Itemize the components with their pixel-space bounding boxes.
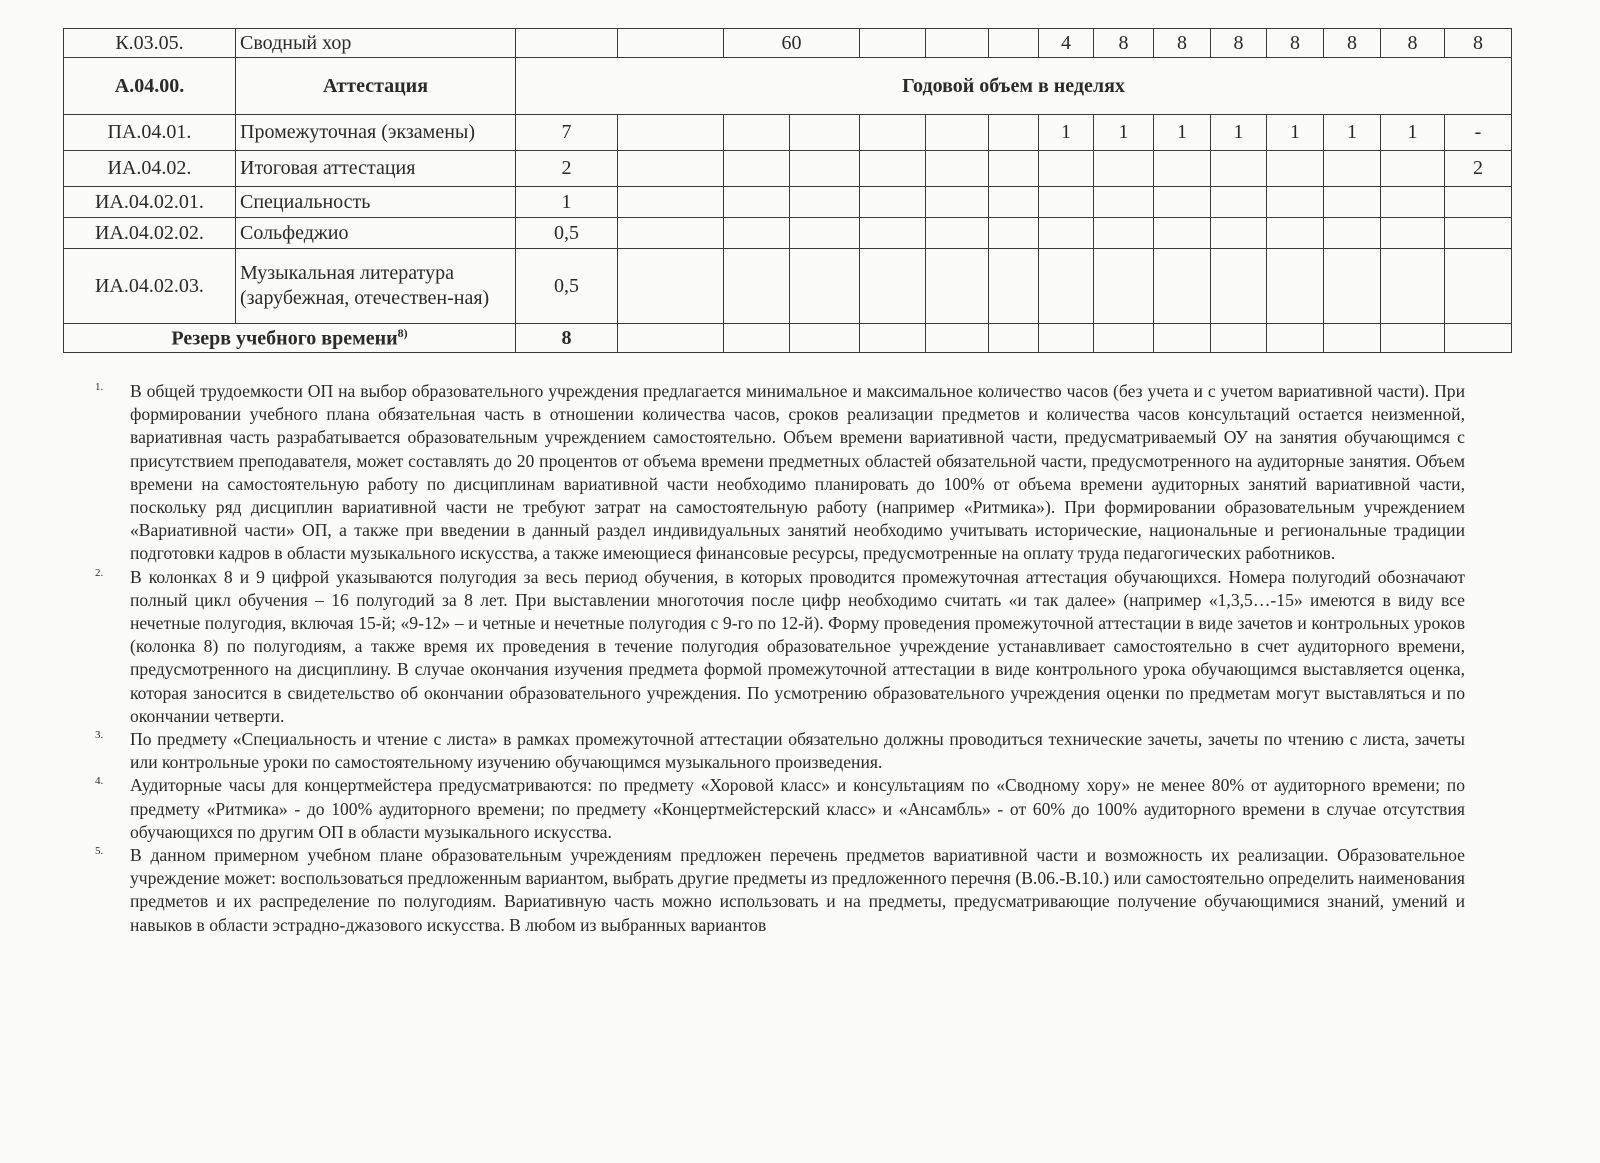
reserve-value: 8 — [516, 324, 618, 353]
week-cell: 8 — [1154, 29, 1211, 58]
row-value: 2 — [516, 151, 618, 187]
row-code: К.03.05. — [64, 29, 236, 58]
week-cell: 1 — [1381, 115, 1445, 151]
table-row — [64, 218, 1512, 249]
row-code: ИА.04.02.03. — [64, 249, 236, 324]
footnote-mark: 3. — [95, 729, 104, 742]
reserve-label: Резерв учебного времени — [171, 327, 398, 350]
table-row — [64, 249, 1512, 324]
section-name: Аттестация — [236, 58, 516, 115]
row-code: ИА.04.02.02. — [64, 218, 236, 249]
week-cell: 1 — [1039, 115, 1094, 151]
row-name: Специальность — [236, 187, 516, 218]
footnote-mark: 2. — [95, 566, 104, 579]
row-name: Итоговая аттестация — [236, 151, 516, 187]
week-cell: 1 — [1154, 115, 1211, 151]
table-row — [64, 151, 1512, 187]
footnote — [95, 844, 1465, 937]
week-cell: 8 — [1094, 29, 1154, 58]
week-cell: 8 — [1381, 29, 1445, 58]
footnote — [95, 774, 1465, 844]
row-value: 0,5 — [516, 218, 618, 249]
table-row — [64, 115, 1512, 151]
footnote-mark: 1. — [95, 381, 104, 393]
reserve-row — [64, 324, 1512, 353]
row-name: Сводный хор — [236, 29, 516, 58]
week-cell: 4 — [1039, 29, 1094, 58]
week-cell: 8 — [1324, 29, 1381, 58]
row-code: ПА.04.01. — [64, 115, 236, 151]
reserve-footnote: 8) — [397, 325, 408, 340]
week-cell: 8 — [1267, 29, 1324, 58]
week-cell: 1 — [1211, 115, 1267, 151]
footnote — [95, 380, 1465, 566]
week-cell: 2 — [1445, 151, 1512, 187]
week-cell: 1 — [1324, 115, 1381, 151]
row-hours: 60 — [724, 29, 860, 58]
row-value: 7 — [516, 115, 618, 151]
footnote — [95, 728, 1465, 774]
footnote-mark: 5. — [95, 845, 104, 858]
week-cell: 1 — [1267, 115, 1324, 151]
footnote-text: В колонках 8 и 9 цифрой указываются полугодия за весь период обучения, в которых проводится промежуточная аттестация обучающихся. Номера полугодий обозначают полный цикл обучения – 16 полугодий за 8 лет. При выставлении многоточия после цифр необходимо считать «и так далее» (например «1,3,5…-15» имеются в виду все нечетные полугодия, включая 15-й; «9-12» – и четные и нечетные полугодия с 9-го по 12-й). Форму проведения промежуточной аттестации в виде зачетов и контрольных уроков (колонка 8) по полугодиям, а также время их проведения в течение полугодия образовательное учреждение устанавливает самостоятельно в счет аудиторного времени, предусмотренного на дисциплину. В случае окончания изучения предмета формой промежуточной аттестации в виде контрольного урока обучающимся выставляется оценка, которая заносится в свидетельство об окончании образовательного учреждения. По усмотрению образовательного учреждения оценки по предметам могут выставляться и по окончании четверти. — [130, 566, 1465, 726]
footnote — [95, 566, 1465, 728]
row-name: Музыкальная литература (зарубежная, отечествен-ная) — [236, 249, 516, 324]
footnote-text: В данном примерном учебном плане образовательным учреждениям предложен перечень предметов вариативной части и возможность их реализации. Образовательное учреждение может: воспользоваться предложенным вариантом, выбрать другие предметы из предложенного перечня (В.06.-В.10.) или самостоятельно определить наименования предметов и их распределение по полугодиям. Вариативную часть можно использовать и на предметы, предусматривающие получение обучающимися знаний, умений и навыков в области эстрадно-джазового искусства. В любом из выбранных вариантов — [130, 845, 1465, 935]
footnote-text: Аудиторные часы для концертмейстера предусматриваются: по предмету «Хоровой класс» и консультациям по «Сводному хору» не менее 80% от аудиторного времени; по предмету «Ритмика» - до 100% аудиторного времени; по предмету «Концертмейстерский класс» и «Ансамбль» - от 60% до 100% аудиторного времени в случае отсутствия обучающихся по другим ОП в области музыкального искусства. — [130, 775, 1465, 842]
footnote-text: По предмету «Специальность и чтение с листа» в рамках промежуточной аттестации обязательно должны проводиться технические зачеты, зачеты по чтению с листа, зачеты или контрольные уроки по самостоятельному изучению обучающимся музыкального произведения. — [130, 729, 1465, 773]
table-row — [64, 29, 1512, 58]
curriculum-table — [63, 28, 1512, 353]
week-cell: 8 — [1211, 29, 1267, 58]
week-cell: 8 — [1445, 29, 1512, 58]
footnote-mark: 4. — [95, 775, 104, 788]
reserve-label-cell — [64, 324, 516, 353]
row-name: Сольфеджио — [236, 218, 516, 249]
row-code: ИА.04.02.01. — [64, 187, 236, 218]
row-value: 1 — [516, 187, 618, 218]
footnote-text: В общей трудоемкости ОП на выбор образовательного учреждения предлагается минимальное и максимальное количество часов (без учета и с учетом вариативной части). При формировании учебного плана обязательная часть в отношении количества часов, сроков реализации предметов и количества часов консультаций остается неизменной, вариативная часть разрабатывается образовательным учреждением самостоятельно. Объем времени вариативной части, предусматриваемый ОУ на занятия обучающимся с присутствием преподавателя, может составлять до 20 процентов от объема времени предметных областей обязательной части, предусмотренного на аудиторные занятия. Объем времени на самостоятельную работу по дисциплинам вариативной части необходимо планировать до 100% от объема времени аудиторных занятий вариативной части, поскольку ряд дисциплин вариативной части не требуют затрат на самостоятельную работу (например «Ритмика»). При формировании образовательным учреждением «Вариативной части» ОП, а также при введении в данный раздел индивидуальных занятий необходимо учитывать исторические, национальные и региональные традиции подготовки кадров в области музыкального искусства, а также имеющиеся финансовые ресурсы, предусмотренные на оплату труда педагогических работников. — [130, 381, 1465, 564]
row-code: ИА.04.02. — [64, 151, 236, 187]
footnotes — [95, 380, 1465, 937]
row-name: Промежуточная (экзамены) — [236, 115, 516, 151]
section-row — [64, 58, 1512, 115]
table-row — [64, 187, 1512, 218]
row-value: 0,5 — [516, 249, 618, 324]
week-cell: - — [1445, 115, 1512, 151]
section-code: А.04.00. — [64, 58, 236, 115]
section-title: Годовой объем в неделях — [516, 58, 1512, 115]
week-cell: 1 — [1094, 115, 1154, 151]
